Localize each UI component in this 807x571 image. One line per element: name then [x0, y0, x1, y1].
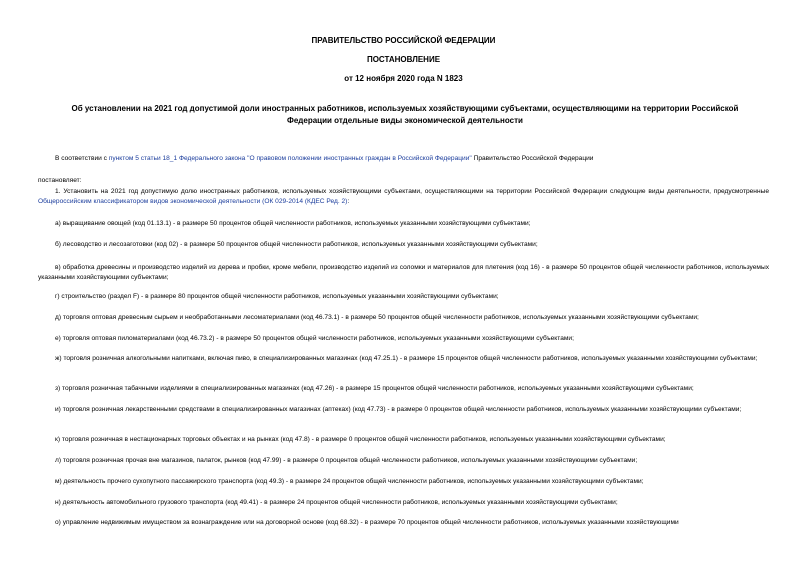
- list-item-l: л) торговля розничная прочая вне магазинов, палаток, рынков (код 47.99) - в размере 0 процентов общей численности работников, используемых указанными хозяйствующими субъектами;: [55, 457, 638, 464]
- list-item-k: к) торговля розничная в нестационарных торговых объектах и на рынках (код 47.8) - в размере 0 процентов общей численности работников, используемых указанными хозяйствующими субъектами;: [55, 436, 666, 443]
- list-item-g: г) строительство (раздел F) - в размере 80 процентов общей численности работников, используемых указанными хозяйствующими субъектами;: [55, 293, 499, 300]
- issuing-authority: ПРАВИТЕЛЬСТВО РОССИЙСКОЙ ФЕДЕРАЦИИ: [311, 36, 496, 45]
- list-item-e: е) торговля оптовая пиломатериалами (код 46.73.2) - в размере 50 процентов общей численности работников, используемых указанными хозяйствующими субъектами;: [55, 335, 574, 342]
- list-item-o: о) управление недвижимым имуществом за вознаграждение или на договорной основе (код 68.32) - в размере 70 процентов общей численности работников, используемых указанными хозяйствующими: [55, 519, 679, 526]
- point-1-text: 1. Установить на 2021 год допустимую долю иностранных работников, используемых хозяйствующими субъектами, осуществляющими на территории Российской Федерации следующие виды деятельности, предусмотренные: [55, 188, 769, 195]
- document-date-number: от 12 ноября 2020 года N 1823: [344, 74, 463, 83]
- point-1-paragraph: [38, 187, 769, 206]
- list-item-d: д) торговля оптовая древесным сырьем и необработанными лесоматериалами (код 46.73.1) - в размере 50 процентов общей численности работников, используемых указанными хозяйствующими субъектами;: [55, 314, 699, 321]
- list-item-m: м) деятельность прочего сухопутного пассажирского транспорта (код 49.3) - в размере 24 процентов общей численности работников, используемых указанными хозяйствующими субъектами;: [55, 478, 644, 485]
- intro-suffix: Правительство Российской Федерации: [471, 155, 594, 162]
- point-1-suffix: :: [347, 197, 350, 205]
- intro-prefix: В соответствии с: [55, 155, 109, 162]
- document-title: Об установлении на 2021 год допустимой доли иностранных работников, используемых хозяйствующими субъектами, осуществляющими на территории Российской Федерации отдельные виды экономической деятельности: [71, 104, 739, 125]
- decides-text: постановляет:: [38, 177, 82, 184]
- list-item-i: и) торговля розничная лекарственными средствами в специализированных магазинах (аптеках) (код 47.73) - в размере 0 процентов общей численности работников, используемых указанными хозяйствующими субъектами;: [55, 406, 742, 413]
- federal-law-link[interactable]: пунктом 5 статьи 18_1 Федерального закона "О правовом положении иностранных граждан в Российской Федерации": [108, 155, 472, 162]
- list-item-z: з) торговля розничная табачными изделиями в специализированных магазинах (код 47.26) - в размере 15 процентов общей численности работников, используемых указанными хозяйствующими субъектами;: [55, 385, 694, 392]
- list-item-v: в) обработка древесины и производство изделий из дерева и пробки, кроме мебели, производство изделий из соломки и материалов для плетения (код 16) - в размере 50 процентов общей численности работников, используемых указанными хозяйствующими субъектами;: [38, 264, 769, 281]
- okved-classifier-link[interactable]: Общероссийским классификатором видов экономической деятельности (ОК 029-2014 (КДЕС Ред. 2): [38, 197, 348, 205]
- list-item-b: б) лесоводство и лесозаготовки (код 02) - в размере 50 процентов общей численности работников, используемых указанными хозяйствующими субъектами;: [55, 241, 538, 248]
- list-item-zh: ж) торговля розничная алкогольными напитками, включая пиво, в специализированных магазинах (код 47.25.1) - в размере 15 процентов общей численности работников, используемых указанными хозяйствующими субъектами;: [55, 355, 758, 362]
- list-item-n: н) деятельность автомобильного грузового транспорта (код 49.41) - в размере 24 процентов общей численности работников, используемых указанными хозяйствующими субъектами;: [55, 499, 618, 506]
- list-item-a: а) выращивание овощей (код 01.13.1) - в размере 50 процентов общей численности работников, используемых указанными хозяйствующими субъектами;: [55, 220, 531, 227]
- document-type: ПОСТАНОВЛЕНИЕ: [366, 55, 441, 64]
- intro-paragraph: [38, 154, 769, 164]
